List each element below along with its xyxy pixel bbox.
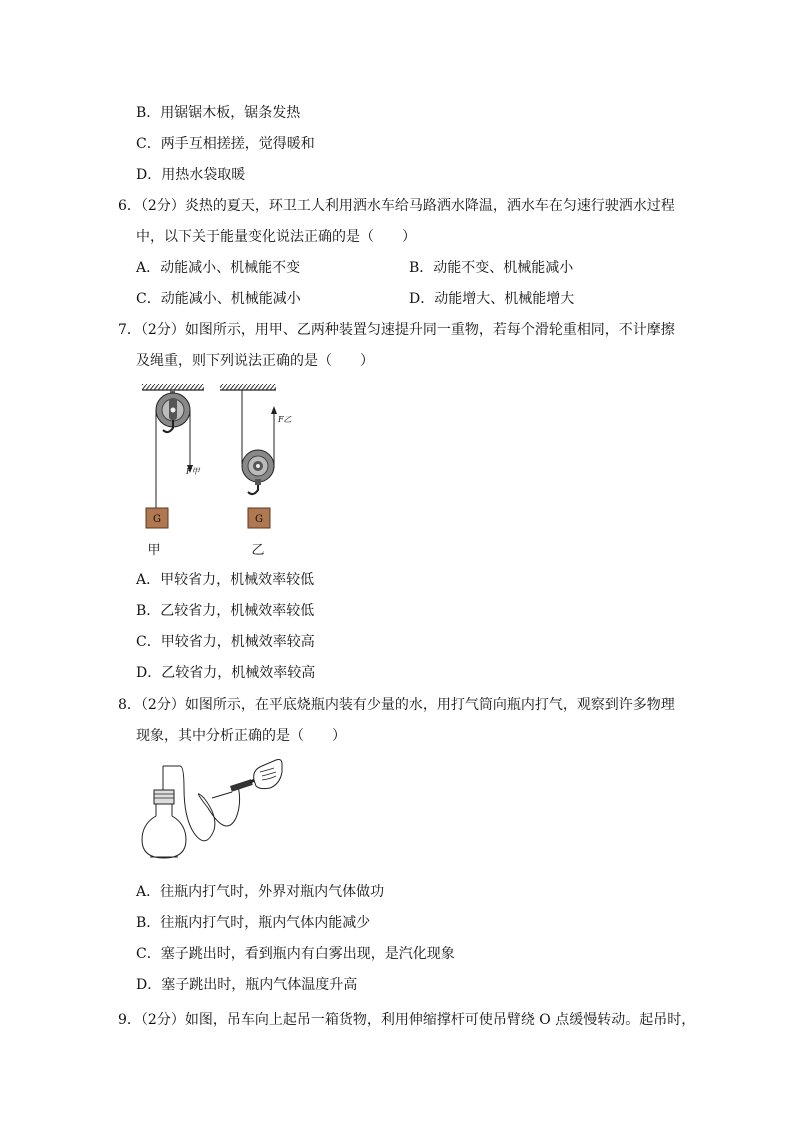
q7-stem-line2: 及绳重，则下列说法正确的是（ ） bbox=[136, 353, 374, 369]
q6-stem-line2: 中，以下关于能量变化说法正确的是（ ） bbox=[136, 229, 416, 245]
q7-option-b: B．乙较省力，机械效率较低 bbox=[136, 603, 315, 619]
weight-label-yi: G bbox=[255, 514, 263, 525]
q7-option-a: A．甲较省力，机械效率较低 bbox=[136, 572, 315, 588]
q6-option-b: B．动能不变、机械能减小 bbox=[409, 260, 574, 276]
q7-stem-line1: 7．（2分）如图所示，用甲、乙两种装置匀速提升同一重物，若每个滑轮重相同，不计摩擦 bbox=[118, 322, 675, 338]
weight-label-jia: G bbox=[153, 514, 161, 525]
movable-pulley-yi bbox=[220, 384, 277, 528]
q8-stem-line2: 现象，其中分析正确的是（ ） bbox=[136, 728, 346, 744]
air-tube bbox=[180, 766, 240, 841]
air-pump bbox=[212, 778, 260, 798]
label-jia: 甲 bbox=[147, 543, 161, 558]
q6-option-d: D．动能增大、机械能增大 bbox=[409, 291, 575, 307]
q8-option-c: C．塞子跳出时，看到瓶内有白雾出现，是汽化现象 bbox=[136, 946, 455, 962]
q7-option-c: C．甲较省力，机械效率较高 bbox=[136, 634, 315, 650]
hand-icon bbox=[254, 760, 282, 789]
q8-option-d: D．塞子跳出时，瓶内气体温度升高 bbox=[136, 977, 358, 993]
q9-stem-line1: 9．（2分）如图，吊车向上起吊一箱货物，利用伸缩撑杆可使吊臂绕 O 点缓慢转动。起吊时， bbox=[118, 1012, 696, 1028]
q7-option-d: D．乙较省力，机械效率较高 bbox=[136, 665, 316, 681]
pulley-figure bbox=[138, 380, 318, 560]
q8-option-a: A．往瓶内打气时，外界对瓶内气体做功 bbox=[136, 884, 385, 900]
fixed-pulley-jia bbox=[142, 384, 204, 528]
q8-option-b: B．往瓶内打气时，瓶内气体内能减少 bbox=[136, 915, 371, 931]
q8-stem-line1: 8．（2分）如图所示，在平底烧瓶内装有少量的水，用打气筒向瓶内打气，观察到许多物理 bbox=[118, 697, 675, 713]
label-yi: 乙 bbox=[251, 543, 265, 558]
q5-option-b: B．用锯锯木板，锯条发热 bbox=[136, 105, 301, 121]
force-label-jia: F甲 bbox=[186, 467, 200, 476]
q5-option-d: D．用热水袋取暖 bbox=[136, 167, 246, 183]
q6-option-c: C．动能减小、机械能减小 bbox=[136, 291, 301, 307]
force-label-yi: F乙 bbox=[278, 415, 292, 424]
q5-option-c: C．两手互相搓搓，觉得暖和 bbox=[136, 136, 315, 152]
q6-stem-line1: 6．（2分）炎热的夏天，环卫工人利用洒水车给马路洒水降温，洒水车在匀速行驶洒水过程 bbox=[118, 198, 675, 214]
q6-option-a: A．动能减小、机械能不变 bbox=[136, 260, 301, 276]
flat-bottom-flask bbox=[142, 766, 186, 858]
flask-pump-figure bbox=[136, 758, 286, 868]
